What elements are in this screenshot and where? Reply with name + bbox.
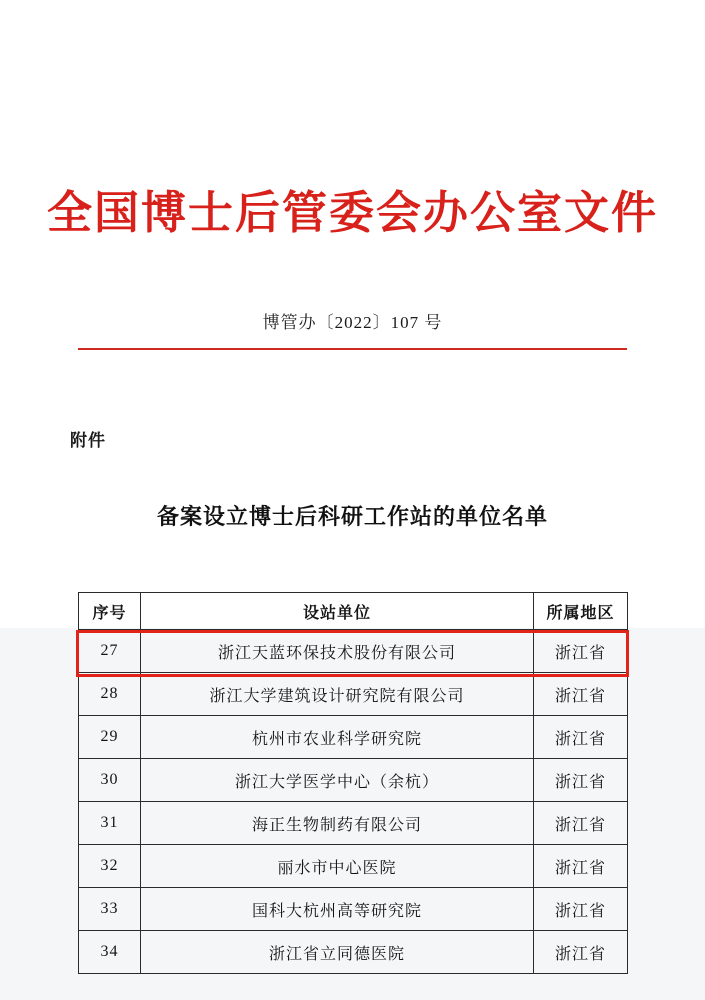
cell-index: 31: [79, 802, 141, 845]
cell-unit: 浙江省立同德医院: [141, 931, 534, 974]
cell-unit: 浙江天蓝环保技术股份有限公司: [141, 630, 534, 673]
header-region: 所属地区: [534, 593, 628, 630]
attachment-label: 附件: [70, 431, 106, 450]
table-row: [79, 845, 628, 888]
list-title: 备案设立博士后科研工作站的单位名单: [156, 504, 548, 529]
cell-unit: 国科大杭州高等研究院: [141, 888, 534, 931]
cell-index: 29: [79, 716, 141, 759]
cell-unit: 丽水市中心医院: [141, 845, 534, 888]
header-index: 序号: [79, 593, 141, 630]
table-body: [79, 630, 628, 974]
cell-index: 28: [79, 673, 141, 716]
table-row: [79, 888, 628, 931]
cell-index: 34: [79, 931, 141, 974]
cell-index: 33: [79, 888, 141, 931]
cell-region: 浙江省: [534, 888, 628, 931]
table-row: [79, 759, 628, 802]
red-divider-rule: [78, 348, 627, 350]
cell-region: 浙江省: [534, 673, 628, 716]
cell-unit: 浙江大学建筑设计研究院有限公司: [141, 673, 534, 716]
unit-list-table: [78, 592, 628, 974]
cell-index: 30: [79, 759, 141, 802]
table-row: [79, 716, 628, 759]
table-row: [79, 630, 628, 673]
cell-region: 浙江省: [534, 845, 628, 888]
cell-region: 浙江省: [534, 759, 628, 802]
document-title: 全国博士后管委会办公室文件: [46, 186, 658, 239]
cell-index: 32: [79, 845, 141, 888]
table-header-row: [79, 593, 628, 630]
table-row: [79, 931, 628, 974]
cell-unit: 杭州市农业科学研究院: [141, 716, 534, 759]
cell-index: 27: [79, 630, 141, 673]
cell-region: 浙江省: [534, 931, 628, 974]
document-number: 博管办〔2022〕107 号: [262, 313, 443, 332]
cell-unit: 海正生物制药有限公司: [141, 802, 534, 845]
cell-region: 浙江省: [534, 716, 628, 759]
table-row: [79, 673, 628, 716]
cell-region: 浙江省: [534, 802, 628, 845]
table-row: [79, 802, 628, 845]
header-unit: 设站单位: [141, 593, 534, 630]
cell-unit: 浙江大学医学中心（余杭）: [141, 759, 534, 802]
cell-region: 浙江省: [534, 630, 628, 673]
